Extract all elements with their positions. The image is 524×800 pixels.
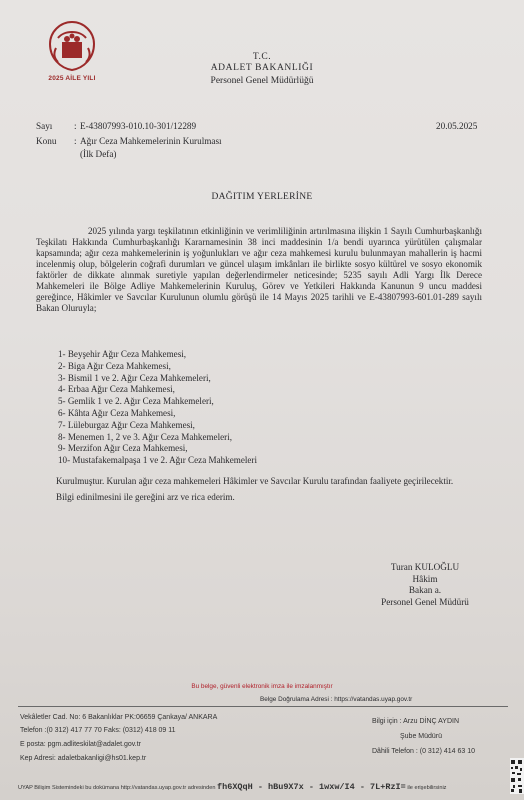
footer-phone: Telefon :(0 312) 417 77 70 Faks: (0312) 418 09 11 <box>20 727 176 734</box>
footer-dept: Şube Müdürü <box>400 733 443 740</box>
footer-kep: Kep Adresi: adaletbakanligi@hs01.kep.tr <box>20 755 147 762</box>
list-item: 10- Mustafakemalpaşa 1 ve 2. Ağır Ceza Mahkemeleri <box>58 455 257 466</box>
document-date: 20.05.2025 <box>436 121 478 131</box>
konu-sub: (İlk Defa) <box>80 149 117 159</box>
signature-block <box>360 562 490 608</box>
qr-code-icon <box>510 758 524 794</box>
verification-address: Belge Doğrulama Adresi : https://vatandas.uyap.gov.tr <box>260 696 413 703</box>
uyap-suffix: ile erişebilirsiniz <box>407 785 447 791</box>
courts-list <box>58 349 257 467</box>
sayi-label: Sayı <box>36 121 53 131</box>
footer-divider <box>18 706 508 707</box>
distribution-heading: DAĞITIM YERLERİNE <box>211 192 313 202</box>
list-item: 3- Bismil 1 ve 2. Ağır Ceza Mahkemeleri, <box>58 372 211 383</box>
footer-ext: Dâhili Telefon : (0 312) 414 63 10 <box>372 748 475 755</box>
esign-notice: Bu belge, güvenli elektronik imza ile imzalanmıştır <box>191 683 333 690</box>
signer-deputy: Bakan a. <box>408 585 442 595</box>
list-item: 8- Menemen 1, 2 ve 3. Ağır Ceza Mahkemeleri, <box>58 431 232 442</box>
body-text <box>36 226 482 314</box>
konu-colon: : <box>74 136 77 146</box>
list-item: 2- Biga Ağır Ceza Mahkemesi, <box>58 360 171 371</box>
sayi-value: E-43807993-010.10-301/12289 <box>80 121 197 131</box>
konu-label: Konu <box>36 136 57 146</box>
signer-title: Hâkim <box>412 573 438 584</box>
body-paragraph: 2025 yılında yargı teşkilatının etkinliğinin ve verimliliğinin artırılmasına ilişkin 1 Sayılı Cumhurbaşkanlığı Teşkilatı Hakkında Cumhurbaşkanlığı Kararnamesinin 38 inci maddesinin 1/a bendi uyarınca yürütülen çalışmalar kapsamında; ağır ceza mahkemelerinin iş yoğunlukları ve ağır ceza mahkemesi kurulu bulunmayan mahallerin iş hacmi incelenmiş olup, bölgelerin coğrafi durumları ve güncel ulaşım imkânları ile birlikte sosyo kültürel ve sosyo ekonomik faktörler de dikkate alınmak suretiyle yapılan değerlendirmeler neticesinde; 5235 sayılı Adli Yargı İlk Derece Mahkemeleri ile Bölge Adliye Mahkemelerinin Kuruluş, Görev ve Yetkileri Hakkında Kanunun 9 uncu maddesi gereğince, Hâkimler ve Savcılar Kurulunun olumlu görüşü ile 14 Mayıs 2025 tarihli ve E-43807993-601.01-289 sayılı Bakan Oluruyla; <box>36 226 482 313</box>
after-paragraph: Kurulmuştur. Kurulan ağır ceza mahkemeleri Hâkimler ve Savcılar Kurulu tarafından faaliyete geçirilecektir. <box>56 476 454 486</box>
list-item: 1- Beyşehir Ağır Ceza Mahkemesi, <box>58 349 187 359</box>
header-department: Personel Genel Müdürlüğü <box>210 76 314 86</box>
list-item: 5- Gemlik 1 ve 2. Ağır Ceza Mahkemeleri, <box>58 396 214 407</box>
list-item: 6- Kâhta Ağır Ceza Mahkemesi, <box>58 407 176 418</box>
list-item: 9- Merzifon Ağır Ceza Mahkemesi, <box>58 443 188 454</box>
uyap-access-line <box>18 782 446 792</box>
uyap-prefix: UYAP Bilişim Sistemindeki bu dokümana http://vatandas.uyap.gov.tr adresinden <box>18 785 216 791</box>
footer-info: Bilgi için : Arzu DİNÇ AYDIN <box>372 718 460 725</box>
header-ministry: ADALET BAKANLIĞI <box>210 63 314 73</box>
header-tc: T.C. <box>252 52 272 62</box>
closing-sentence: Bilgi edinilmesini ile gereğini arz ve rica ederim. <box>56 492 235 502</box>
footer-address: Vekâletler Cad. No: 6 Bakanlıklar PK:06659 Çankaya/ ANKARA <box>20 714 218 721</box>
sayi-colon: : <box>74 121 77 131</box>
footer-email: E posta: pgm.adliteskilat@adalet.gov.tr <box>20 741 141 748</box>
after-text <box>36 476 482 503</box>
list-item: 4- Erbaa Ağır Ceza Mahkemesi, <box>58 384 175 395</box>
uyap-code: fh6XQqH - hBu9X7x - 1wxw/I4 - 7L+RzI= <box>217 782 406 792</box>
logo-caption: 2025 AİLE YILI <box>48 75 96 82</box>
konu-value: Ağır Ceza Mahkemelerinin Kurulması <box>80 136 222 146</box>
list-item: 7- Lüleburgaz Ağır Ceza Mahkemesi, <box>58 419 195 430</box>
signer-name: Turan KULOĞLU <box>390 562 460 572</box>
signer-position: Personel Genel Müdürü <box>381 596 469 607</box>
